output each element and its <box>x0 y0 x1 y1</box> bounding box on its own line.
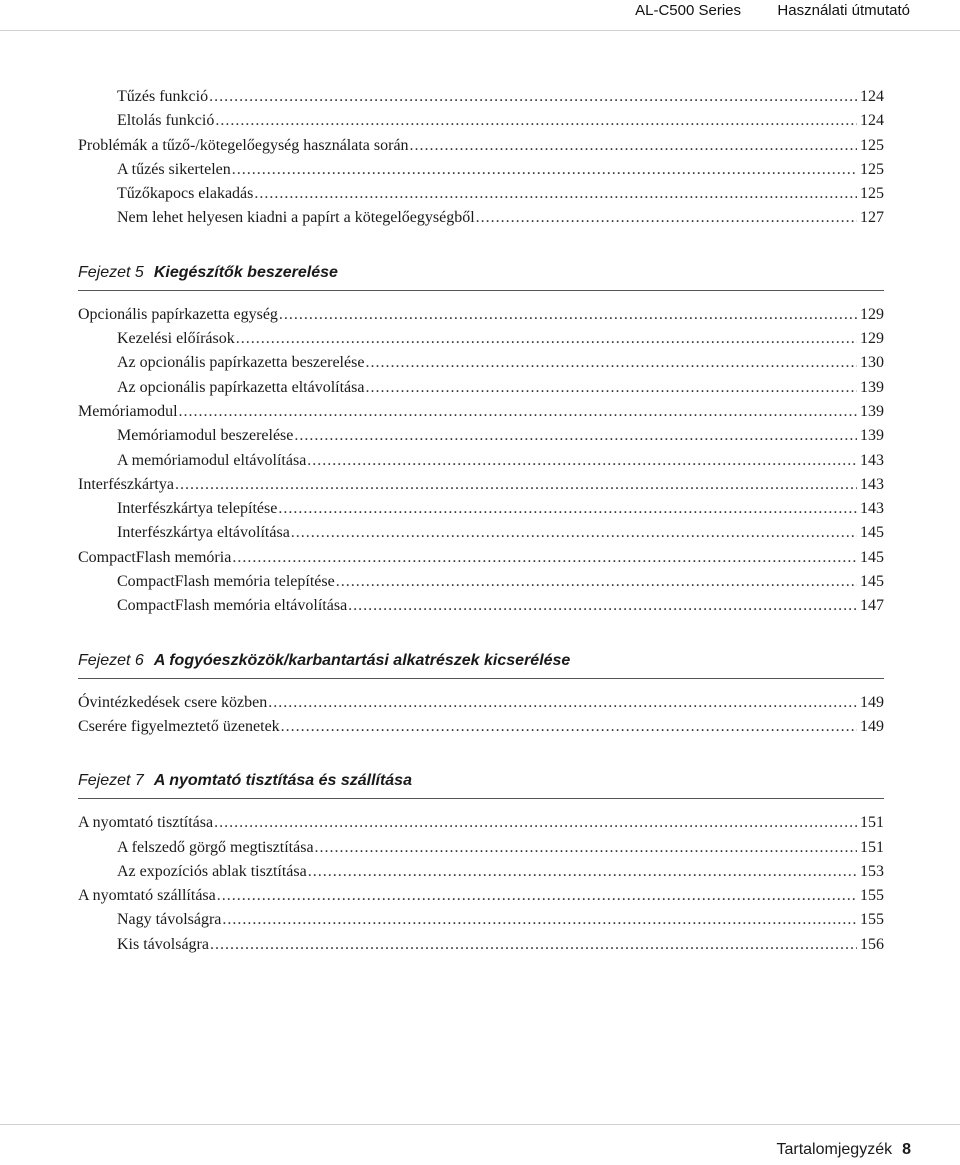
toc-leader-dots <box>308 860 857 884</box>
toc-entry[interactable] <box>78 206 884 230</box>
toc-leader-dots <box>254 182 857 206</box>
toc-entry[interactable] <box>78 182 884 206</box>
toc-entry[interactable] <box>78 860 884 884</box>
toc-entry[interactable] <box>78 811 884 835</box>
toc-entry[interactable] <box>78 715 884 739</box>
toc-entry[interactable] <box>78 473 884 497</box>
toc-entry[interactable] <box>78 424 884 448</box>
toc-leader-dots <box>279 303 857 327</box>
toc-entry-title: Interfészkártya telepítése <box>117 500 278 518</box>
toc-leader-dots <box>291 521 857 545</box>
toc-entry-title: A nyomtató szállítása <box>78 887 216 905</box>
toc-leader-dots <box>268 691 857 715</box>
chapter-title: Kiegészítők beszerelése <box>153 263 338 281</box>
chapter-title: A fogyóeszközök/karbantartási alkatrészek kicserélése <box>153 651 571 669</box>
toc-entry-page: 125 <box>860 160 884 178</box>
toc-entry-title: A nyomtató tisztítása <box>78 814 214 832</box>
toc-entry-title: Óvintézkedések csere közben <box>78 693 268 711</box>
toc-entry-page: 147 <box>860 597 884 615</box>
toc-entry-page: 151 <box>860 838 884 856</box>
toc-leader-dots <box>278 497 857 521</box>
page-header <box>0 0 960 26</box>
toc-entry-title: Tűzőkapocs elakadás <box>117 185 254 203</box>
chapter-title: A nyomtató tisztítása és szállítása <box>153 772 412 790</box>
toc-entry-title: Kis távolságra <box>117 935 209 953</box>
toc-leader-dots <box>232 546 857 570</box>
toc-entry-page: 130 <box>860 354 884 372</box>
toc-leader-dots <box>217 884 857 908</box>
toc-entry-page: 145 <box>860 573 884 591</box>
toc-entry-title: Cserére figyelmeztető üzenetek <box>78 717 280 735</box>
toc-leader-dots <box>175 473 857 497</box>
toc-entry-page: 139 <box>860 402 884 420</box>
toc-entry-title: Eltolás funkció <box>117 112 215 130</box>
toc-entry-title: Kezelési előírások <box>117 330 235 348</box>
chapter-number: Fejezet 6 <box>78 651 144 669</box>
toc-entry-page: 149 <box>860 693 884 711</box>
toc-leader-dots <box>336 570 857 594</box>
toc-entry-title: Az expozíciós ablak tisztítása <box>117 862 307 880</box>
toc-entry-page: 143 <box>860 500 884 518</box>
chapter-heading <box>78 768 884 799</box>
toc-entry-page: 129 <box>860 305 884 323</box>
header-series: AL-C500 Series <box>635 2 741 19</box>
toc-entry-page: 125 <box>860 185 884 203</box>
toc-entry[interactable] <box>78 570 884 594</box>
toc-entry-page: 155 <box>860 911 884 929</box>
toc-leader-dots <box>476 206 857 230</box>
toc-leader-dots <box>365 351 857 375</box>
toc-entry-page: 145 <box>860 524 884 542</box>
header-divider <box>0 30 960 31</box>
toc-entry-title: Az opcionális papírkazetta beszerelése <box>117 354 365 372</box>
toc-entry-page: 151 <box>860 814 884 832</box>
toc-entry-page: 125 <box>860 136 884 154</box>
header-guide-title: Használati útmutató <box>777 2 910 19</box>
toc-entry-title: Tűzés funkció <box>117 88 209 105</box>
toc-leader-dots <box>348 594 857 618</box>
toc-entry-title: A felszedő görgő megtisztítása <box>117 838 314 856</box>
toc-entry-title: Nagy távolságra <box>117 911 222 929</box>
toc-leader-dots <box>307 449 857 473</box>
toc-entry-title: A memóriamodul eltávolítása <box>117 451 307 469</box>
toc-entry-page: 145 <box>860 548 884 566</box>
chapter-number: Fejezet 5 <box>78 263 144 281</box>
toc-entry[interactable] <box>78 376 884 400</box>
toc-entry-page: 155 <box>860 887 884 905</box>
toc-entry[interactable] <box>78 109 884 133</box>
toc-entry-page: 156 <box>860 935 884 953</box>
toc-entry-title: Nem lehet helyesen kiadni a papírt a kötegelőegységből <box>117 209 475 227</box>
toc-entry[interactable] <box>78 497 884 521</box>
toc-entry-title: Memóriamodul <box>78 402 178 420</box>
toc-entry-page: 129 <box>860 330 884 348</box>
toc-entry[interactable] <box>78 303 884 327</box>
toc-entry-title: CompactFlash memória telepítése <box>117 573 335 591</box>
toc-entry[interactable] <box>78 400 884 424</box>
toc-leader-dots <box>214 811 857 835</box>
toc-leader-dots <box>179 400 857 424</box>
toc-leader-dots <box>365 376 857 400</box>
toc-entry[interactable] <box>78 546 884 570</box>
toc-entry-title: Problémák a tűző-/kötegelőegység használata során <box>78 136 409 154</box>
toc-entry[interactable] <box>78 449 884 473</box>
toc-entry-title: Interfészkártya eltávolítása <box>117 524 290 542</box>
toc-leader-dots <box>281 715 857 739</box>
page-footer <box>776 1141 911 1159</box>
toc-leader-dots <box>222 908 857 932</box>
toc-entry-title: CompactFlash memória <box>78 548 232 566</box>
toc-leader-dots <box>236 327 857 351</box>
toc-entry-title: CompactFlash memória eltávolítása <box>117 597 348 615</box>
toc-entry[interactable] <box>78 908 884 932</box>
toc-entry-page: 127 <box>860 209 884 227</box>
footer-divider <box>0 1124 960 1125</box>
toc-leader-dots <box>232 158 857 182</box>
chapter-number: Fejezet 7 <box>78 772 144 790</box>
toc-entry-page: 124 <box>860 112 884 130</box>
toc-entry-title: Az opcionális papírkazetta eltávolítása <box>117 378 365 396</box>
toc-entry-page: 153 <box>860 862 884 880</box>
toc-entry[interactable] <box>78 85 884 109</box>
toc-entry-title: Opcionális papírkazetta egység <box>78 305 278 323</box>
toc-entry-page: 149 <box>860 717 884 735</box>
toc-entry[interactable] <box>78 884 884 908</box>
toc-entry-page: 139 <box>860 378 884 396</box>
toc-entry-page: 139 <box>860 427 884 445</box>
toc-leader-dots <box>215 109 857 133</box>
chapter-heading <box>78 260 884 291</box>
toc-entry[interactable] <box>78 351 884 375</box>
toc-entry[interactable] <box>78 327 884 351</box>
toc-entry-page: 143 <box>860 451 884 469</box>
toc-leader-dots <box>410 134 857 158</box>
toc-entry[interactable] <box>78 836 884 860</box>
table-of-contents <box>78 85 884 957</box>
toc-leader-dots <box>210 933 857 957</box>
toc-entry[interactable] <box>78 158 884 182</box>
toc-entry[interactable] <box>78 594 884 618</box>
toc-entry-page: 124 <box>860 88 884 105</box>
toc-entry-title: Interfészkártya <box>78 475 174 493</box>
toc-entry[interactable] <box>78 521 884 545</box>
toc-entry-title: A tűzés sikertelen <box>117 160 231 178</box>
toc-leader-dots <box>209 85 857 109</box>
chapter-heading <box>78 648 884 679</box>
toc-entry[interactable] <box>78 933 884 957</box>
toc-entry-title: Memóriamodul beszerelése <box>117 427 294 445</box>
toc-leader-dots <box>294 424 857 448</box>
toc-leader-dots <box>315 836 857 860</box>
toc-entry[interactable] <box>78 691 884 715</box>
toc-entry[interactable] <box>78 134 884 158</box>
footer-section: Tartalomjegyzék <box>776 1141 893 1158</box>
footer-page-number: 8 <box>902 1141 911 1158</box>
toc-entry-page: 143 <box>860 475 884 493</box>
